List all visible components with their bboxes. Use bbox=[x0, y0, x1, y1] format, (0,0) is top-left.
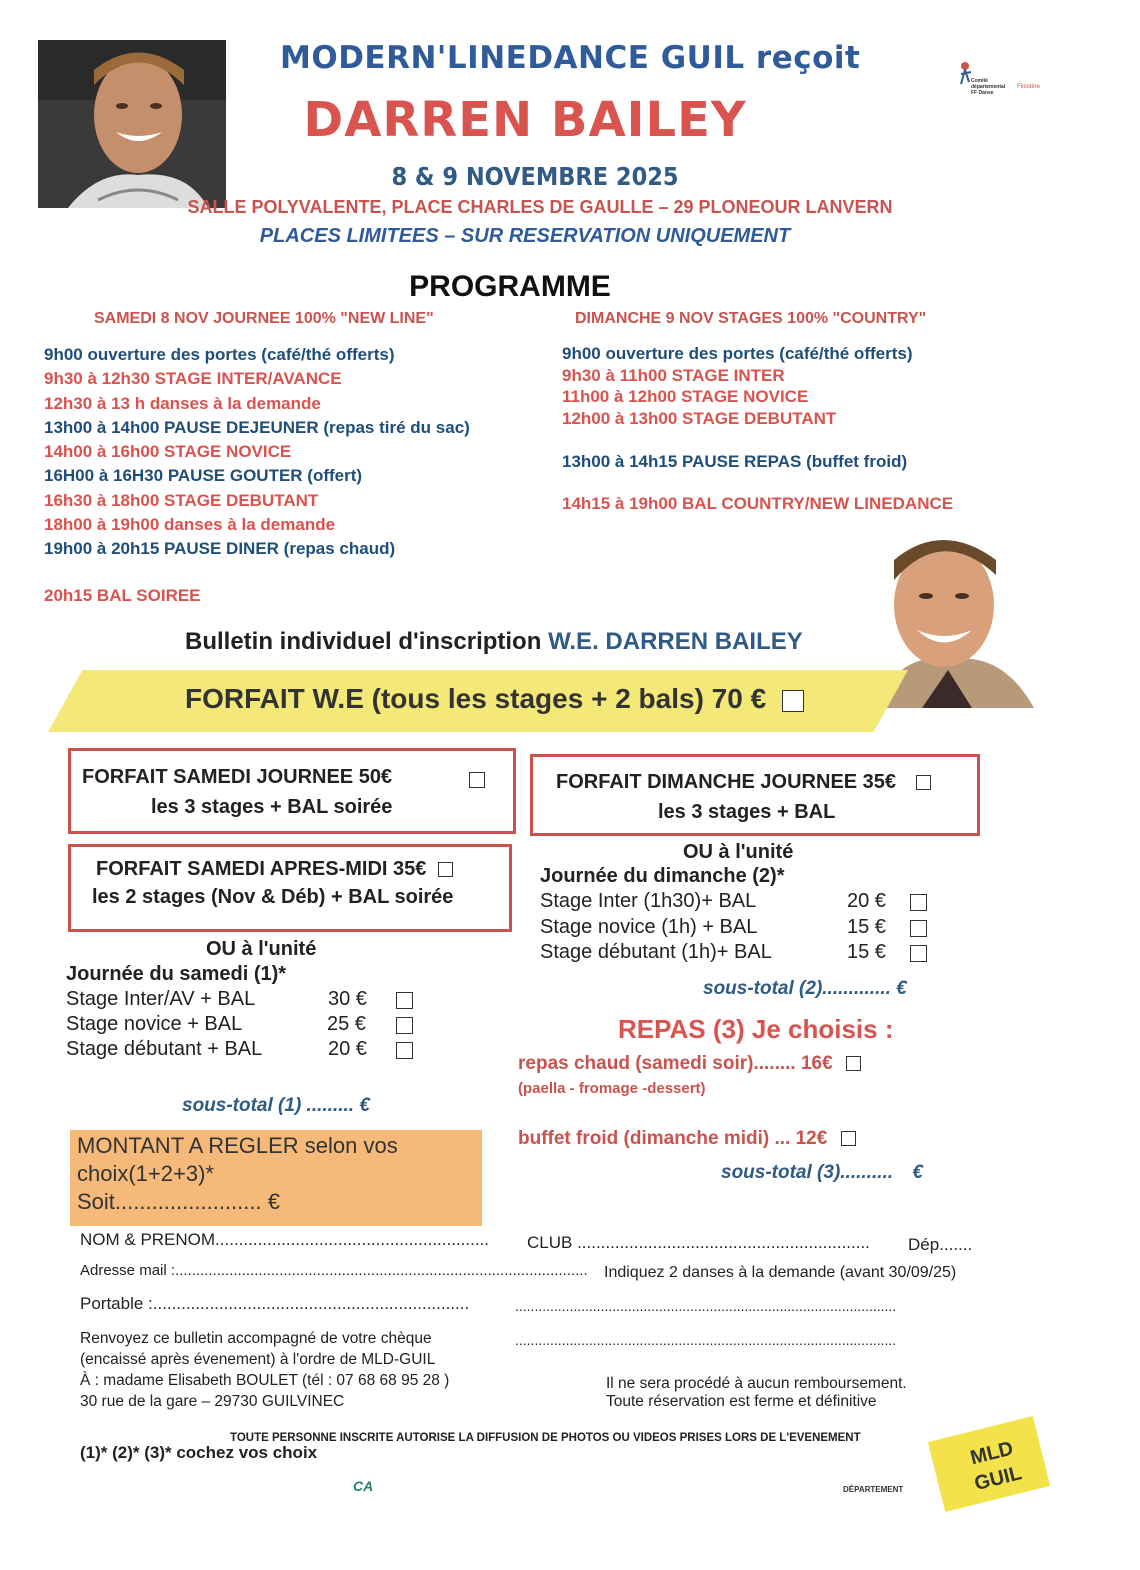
row-label: Stage débutant (1h)+ BAL bbox=[540, 941, 772, 963]
logo-left-text: CA bbox=[353, 1478, 374, 1494]
saturday-bal-soiree: 20h15 BAL SOIREE bbox=[44, 586, 201, 605]
repas-title: REPAS (3) Je choisis : bbox=[618, 1014, 894, 1044]
row-label: Stage Inter/AV + BAL bbox=[66, 988, 256, 1010]
forfait-samedi-box bbox=[68, 748, 516, 834]
sunday-heading: DIMANCHE 9 NOV STAGES 100% "COUNTRY" bbox=[575, 310, 927, 327]
forfait-dimanche-checkbox[interactable] bbox=[916, 775, 931, 790]
schedule-item: 11h00 à 12h00 STAGE NOVICE bbox=[562, 387, 809, 406]
unit-saturday-row bbox=[66, 1038, 426, 1061]
departement-logo-text: DÉPARTEMENT bbox=[843, 1485, 904, 1494]
schedule-item: 16h30 à 18h00 STAGE DEBUTANT bbox=[44, 490, 319, 510]
bulletin-title bbox=[185, 628, 803, 656]
schedule-item: 9h00 ouverture des portes (café/thé offerts) bbox=[562, 344, 913, 363]
email-field[interactable]: Adresse mail :................................................................................................... bbox=[80, 1262, 588, 1279]
row-price: 20 € bbox=[847, 890, 886, 912]
logo-text-1: Comité bbox=[971, 78, 988, 84]
montant-line1: MONTANT A REGLER selon vos bbox=[77, 1133, 398, 1158]
row-price: 30 € bbox=[328, 988, 367, 1010]
schedule-item: 19h00 à 20h15 PAUSE DINER (repas chaud) bbox=[44, 539, 396, 559]
renvoi-instructions bbox=[80, 1328, 449, 1412]
schedule-item: 12h00 à 13h00 STAGE DEBUTANT bbox=[562, 408, 837, 428]
artist-name: DARREN BAILEY bbox=[303, 92, 747, 148]
renvoi-line: (encaissé après évenement) à l'ordre de MLD-GUIL bbox=[80, 1351, 436, 1368]
forfait-dimanche-line2: les 3 stages + BAL bbox=[658, 801, 836, 823]
sticker-line1: MLD bbox=[968, 1437, 1016, 1470]
event-dates: 8 & 9 NOVEMBRE 2025 bbox=[391, 162, 679, 191]
subtotal-repas-unit: € bbox=[912, 1162, 923, 1183]
renvoi-line: À : madame Elisabeth BOULET (tél : 07 68 68 95 28 ) bbox=[80, 1372, 450, 1389]
danses-instruction: Indiquez 2 danses à la demande (avant 30/09/25) bbox=[604, 1264, 957, 1281]
unit-saturday-title: OU à l'unité bbox=[206, 938, 317, 960]
row-price: 25 € bbox=[327, 1013, 366, 1035]
renvoi-line: 30 rue de la gare – 29730 GUILVINEC bbox=[80, 1393, 345, 1410]
row-price: 15 € bbox=[847, 916, 886, 938]
row-checkbox[interactable] bbox=[396, 1042, 413, 1059]
schedule-item: 16H00 à 16H30 PAUSE GOUTER (offert) bbox=[44, 466, 363, 486]
forfait-we-checkbox[interactable] bbox=[782, 690, 804, 712]
row-checkbox[interactable] bbox=[396, 992, 413, 1009]
departement-logo bbox=[843, 1485, 903, 1494]
subtotal-repas bbox=[721, 1162, 923, 1184]
programme-title: PROGRAMME bbox=[409, 270, 611, 303]
forfait-samedi-am-checkbox[interactable] bbox=[438, 862, 453, 877]
unit-saturday-row bbox=[66, 1013, 426, 1036]
repas-hot bbox=[518, 1053, 861, 1075]
unit-sunday-row bbox=[540, 916, 940, 939]
row-checkbox[interactable] bbox=[910, 894, 927, 911]
subtotal-sunday: sous-total (2)............. € bbox=[703, 978, 907, 999]
row-label: Stage novice (1h) + BAL bbox=[540, 916, 758, 938]
sunday-schedule bbox=[562, 343, 912, 429]
sunday-bal: 14h15 à 19h00 BAL COUNTRY/NEW LINEDANCE bbox=[562, 494, 954, 513]
forfait-samedi-am-text: FORFAIT SAMEDI APRES-MIDI 35€ bbox=[96, 858, 427, 880]
places-notice: PLACES LIMITEES – SUR RESERVATION UNIQUEMENT bbox=[259, 225, 791, 247]
forfait-we-label bbox=[185, 683, 804, 715]
schedule-item: 12h30 à 13 h danses à la demande bbox=[44, 393, 321, 413]
forfait-samedi-checkbox[interactable] bbox=[469, 772, 485, 788]
repas-hot-checkbox[interactable] bbox=[846, 1056, 861, 1071]
schedule-item: 9h30 à 11h00 STAGE INTER bbox=[562, 365, 785, 385]
remboursement-notice: Il ne sera procédé à aucun remboursement. bbox=[606, 1375, 907, 1392]
forfait-samedi-am-line2: les 2 stages (Nov & Déb) + BAL soirée bbox=[92, 886, 454, 908]
unit-saturday-row bbox=[66, 988, 426, 1011]
schedule-item: 13h00 à 14h00 PAUSE DEJEUNER (repas tiré du sac) bbox=[44, 417, 470, 437]
schedule-item: 18h00 à 19h00 danses à la demande bbox=[44, 515, 336, 535]
logo-text-3: FF Danse bbox=[971, 90, 994, 96]
subtotal-saturday: sous-total (1) ......... € bbox=[182, 1095, 370, 1116]
montant-line2: choix(1+2+3)* bbox=[77, 1161, 214, 1186]
montant-text bbox=[77, 1132, 398, 1216]
repas-hot-detail: (paella - fromage -dessert) bbox=[518, 1080, 706, 1097]
bulletin-highlight: W.E. DARREN BAILEY bbox=[548, 628, 803, 655]
nom-prenom-field[interactable]: NOM & PRENOM.......................................................... bbox=[80, 1230, 490, 1249]
renvoi-line: Renvoyez ce bulletin accompagné de votre chèque bbox=[80, 1330, 432, 1347]
unit-sunday-subtitle: Journée du dimanche (2)* bbox=[540, 865, 785, 887]
logo-text-2: départemental bbox=[971, 84, 1006, 90]
row-checkbox[interactable] bbox=[396, 1017, 413, 1034]
unit-sunday-row bbox=[540, 941, 940, 964]
comite-logo bbox=[955, 60, 1045, 100]
logo-text-side: Finistère bbox=[1017, 84, 1041, 90]
schedule-item: 9h30 à 12h30 STAGE INTER/AVANCE bbox=[44, 369, 342, 389]
schedule-item: 14h00 à 16h00 STAGE NOVICE bbox=[44, 442, 292, 462]
forfait-we-text: FORFAIT W.E (tous les stages + 2 bals) 70 € bbox=[185, 683, 767, 714]
unit-saturday-subtitle: Journée du samedi (1)* bbox=[66, 963, 287, 985]
bulletin-prefix: Bulletin individuel d'inscription bbox=[185, 628, 542, 655]
danses-field-2[interactable]: .................................................................................................. bbox=[515, 1332, 897, 1348]
photo-authorization: TOUTE PERSONNE INSCRITE AUTORISE LA DIFFUSION DE PHOTOS OU VIDEOS PRISES LORS DE L'EVENEMENT bbox=[230, 1432, 861, 1444]
repas-cold-checkbox[interactable] bbox=[841, 1131, 856, 1146]
sticker-line2: GUIL bbox=[972, 1462, 1024, 1496]
row-price: 15 € bbox=[847, 941, 886, 963]
row-checkbox[interactable] bbox=[910, 945, 927, 962]
club-heading: MODERN'LINEDANCE GUIL reçoit bbox=[280, 40, 861, 76]
subtotal-repas-text: sous-total (3).......... bbox=[721, 1162, 894, 1183]
unit-sunday-title: OU à l'unité bbox=[683, 841, 794, 863]
portrait-photo-top bbox=[38, 40, 226, 208]
saturday-heading: SAMEDI 8 NOV JOURNEE 100% "NEW LINE" bbox=[94, 310, 434, 327]
repas-hot-text: repas chaud (samedi soir)........ 16€ bbox=[518, 1053, 833, 1074]
forfait-samedi-line1: FORFAIT SAMEDI JOURNEE 50€ bbox=[82, 766, 393, 788]
schedule-item: 9h00 ouverture des portes (café/thé offerts) bbox=[44, 345, 395, 364]
forfait-dimanche-text: FORFAIT DIMANCHE JOURNEE 35€ bbox=[556, 771, 897, 793]
row-label: Stage novice + BAL bbox=[66, 1013, 243, 1035]
forfait-dimanche-line1 bbox=[556, 771, 931, 794]
row-checkbox[interactable] bbox=[910, 920, 927, 937]
row-label: Stage Inter (1h30)+ BAL bbox=[540, 890, 757, 912]
portable-field[interactable]: Portable :................................................................... bbox=[80, 1294, 470, 1313]
saturday-schedule bbox=[44, 343, 470, 562]
event-venue: SALLE POLYVALENTE, PLACE CHARLES DE GAULLE – 29 PLONEOUR LANVERN bbox=[187, 197, 893, 217]
unit-sunday-row bbox=[540, 890, 940, 913]
forfait-samedi-am-line1 bbox=[96, 858, 453, 881]
repas-cold bbox=[518, 1128, 856, 1150]
credit-agricole-logo bbox=[353, 1478, 373, 1494]
reservation-notice: Toute réservation est ferme et définitive bbox=[606, 1393, 877, 1410]
club-field[interactable]: CLUB .............................................................. bbox=[527, 1233, 870, 1252]
row-price: 20 € bbox=[328, 1038, 367, 1060]
montant-line3: Soit........................ € bbox=[77, 1189, 280, 1214]
row-label: Stage débutant + BAL bbox=[66, 1038, 263, 1060]
repas-cold-text: buffet froid (dimanche midi) ... 12€ bbox=[518, 1128, 828, 1149]
dep-field[interactable]: Dép....... bbox=[908, 1235, 973, 1254]
danses-field-1[interactable]: .................................................................................................. bbox=[515, 1298, 897, 1314]
forfait-samedi-line2: les 3 stages + BAL soirée bbox=[151, 796, 393, 818]
sunday-pause: 13h00 à 14h15 PAUSE REPAS (buffet froid) bbox=[562, 452, 908, 471]
cochez-note: (1)* (2)* (3)* cochez vos choix bbox=[80, 1443, 318, 1462]
